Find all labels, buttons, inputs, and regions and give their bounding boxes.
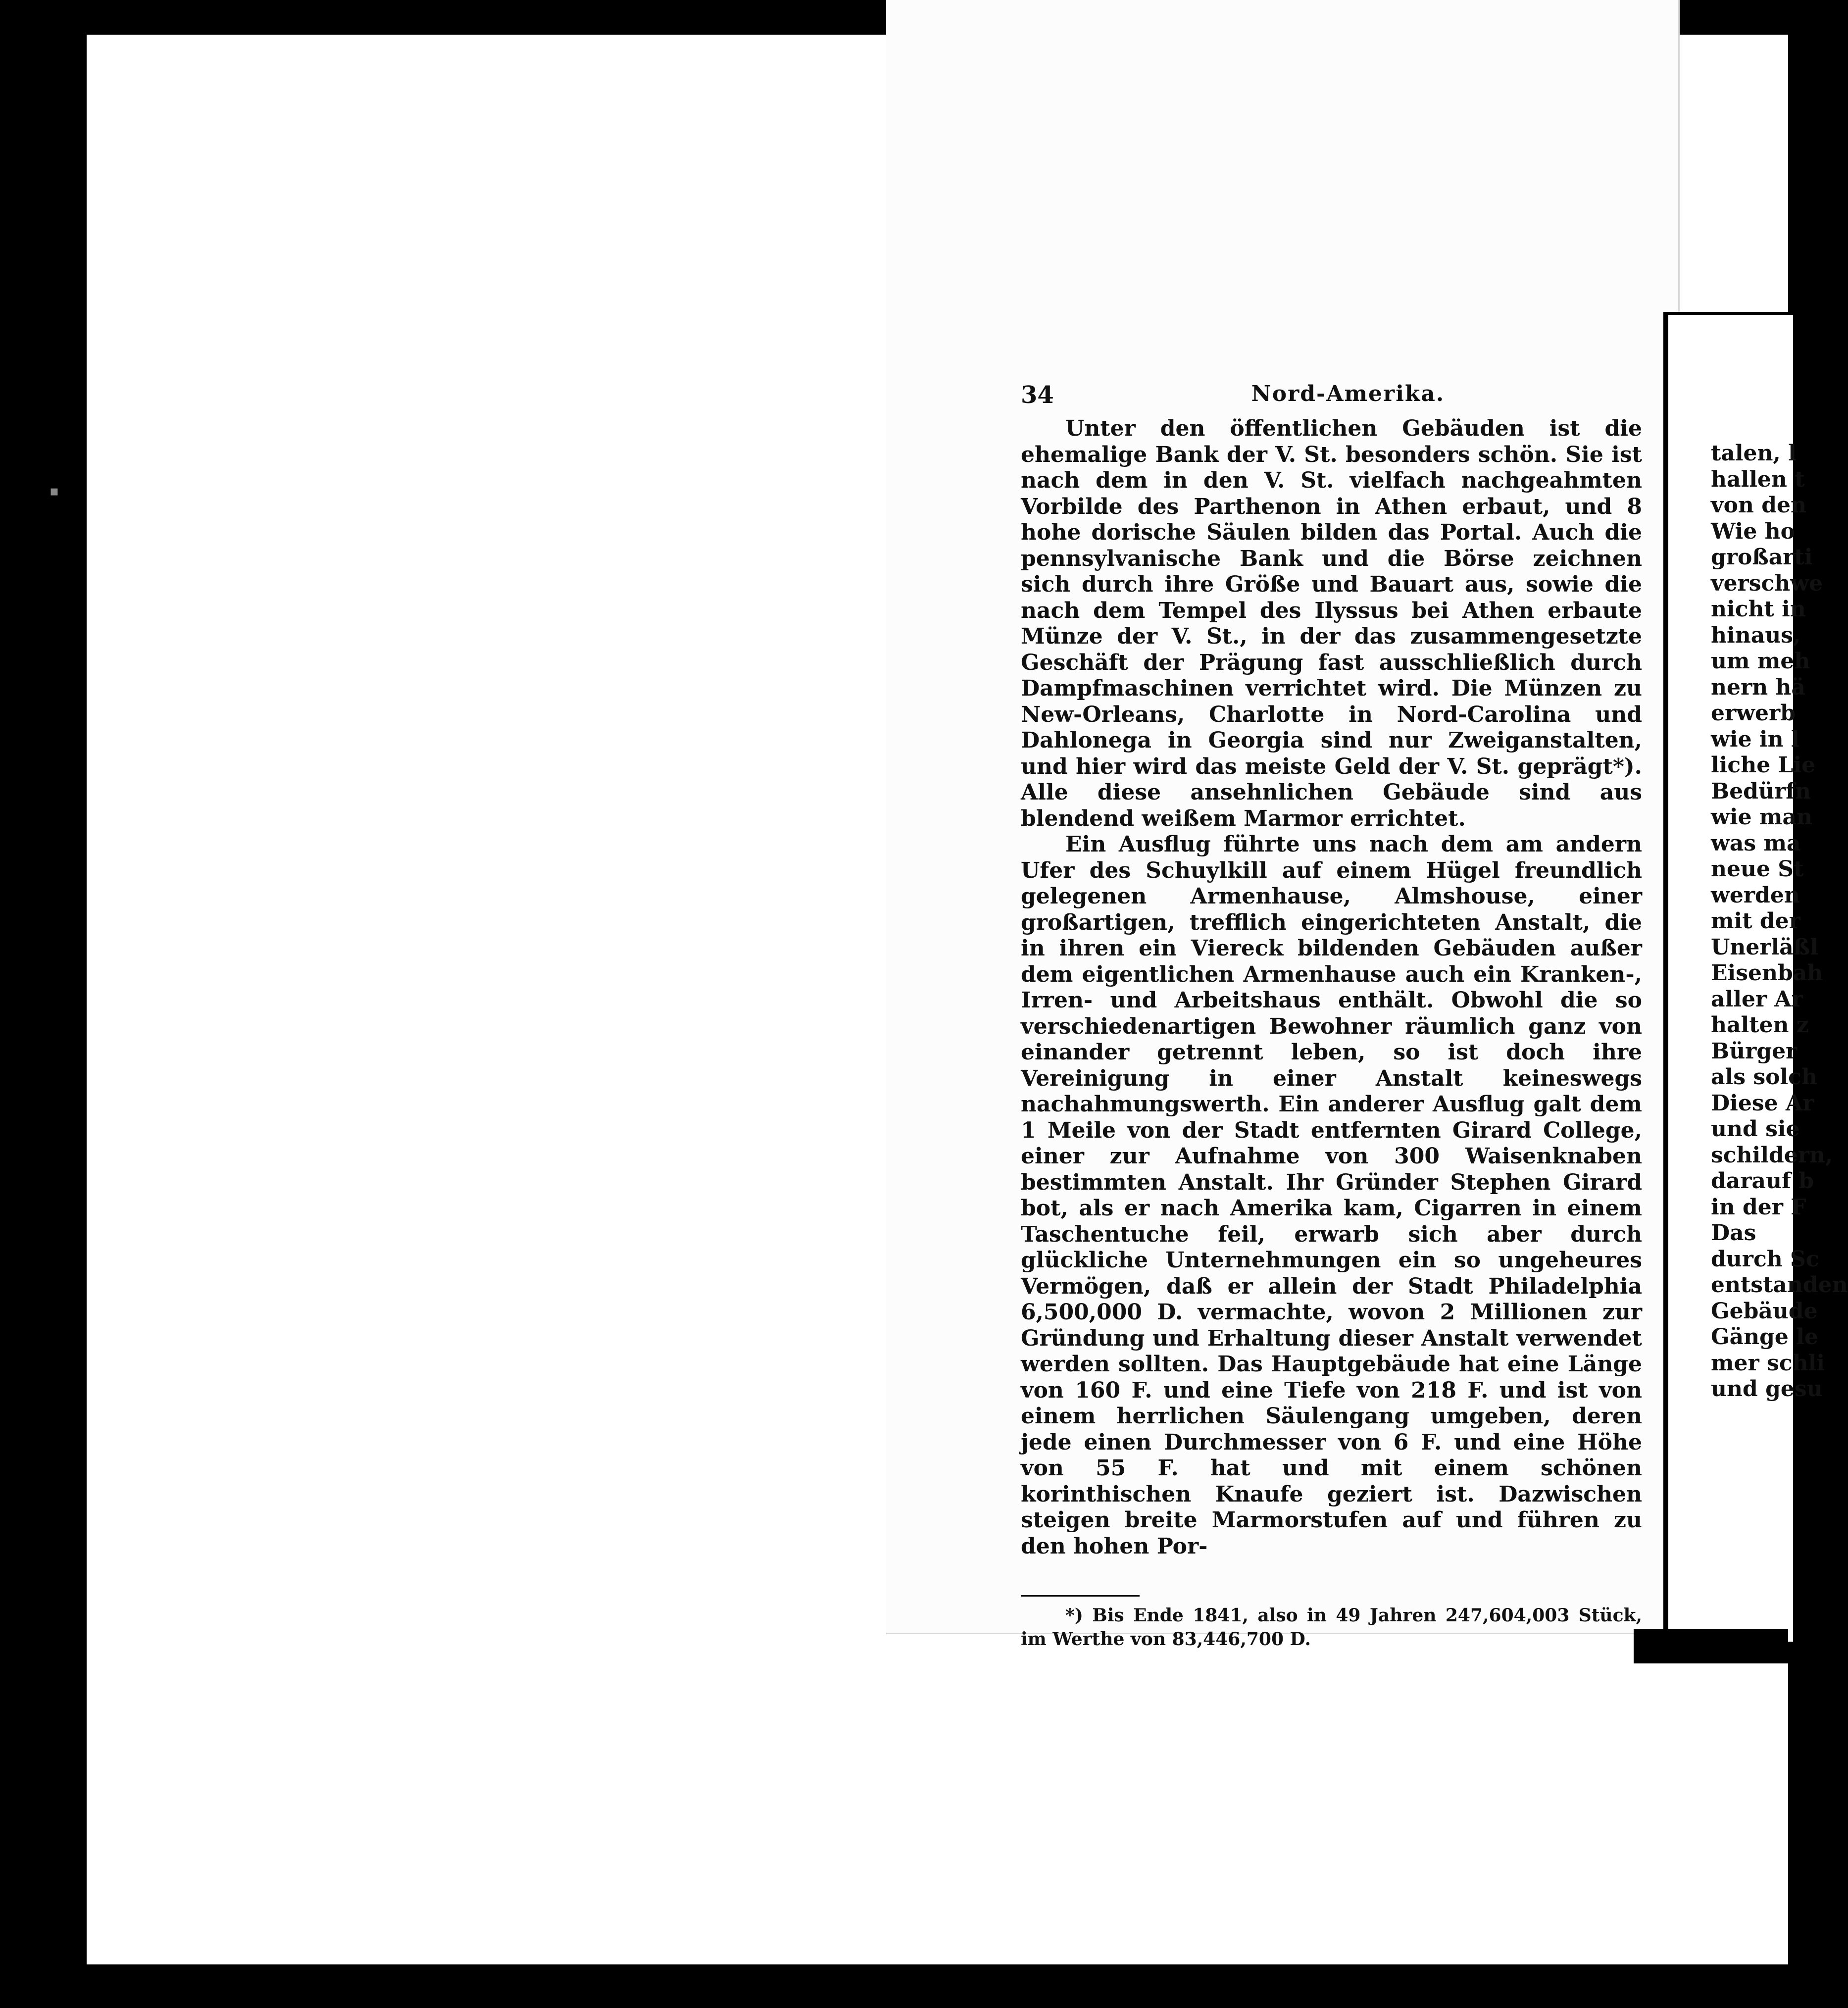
right-page-line: Bedürfn — [1711, 778, 1811, 804]
right-page-text — [1711, 441, 1848, 1403]
right-page-line: Bürger — [1711, 1038, 1798, 1064]
right-page-line: nicht in — [1711, 597, 1806, 622]
paragraph: Unter den öffentlichen Gebäuden ist die ehemalige Bank der V. St. besonders schön. Sie ist nach dem in den V. St. vielfach nachgeahmten Vorbilde des Parthenon in Athen erbaut, und 8 hohe dorische Säulen bilden das Portal. Auch die pennsylvanische Bank und die Börse zeichnen sich durch ihre Größe und Bauart aus, sowie die nach dem Tempel des Ilyssus bei Athen erbaute Münze der V. St., in der das zusammengesetzte Geschäft der Prägung fast ausschließlich durch Dampfmaschinen verrichtet wird. Die Münzen zu New-Orleans, Charlotte in Nord-Carolina und Dahlonega in Georgia sind nur Zweiganstalten, und hier wird das meiste Geld der V. St. geprägt*). Alle diese ansehnlichen Gebäude sind aus blendend weißem Marmor errichtet. — [1021, 416, 1642, 831]
right-page-line: durch Sc — [1711, 1246, 1819, 1272]
right-page-shadow — [1634, 1629, 1788, 1663]
right-page-line: nern hä — [1711, 674, 1805, 700]
right-page-line: erwerb — [1711, 701, 1796, 726]
right-page-line: aller Ar — [1711, 986, 1803, 1012]
footnote: *) Bis Ende 1841, also in 49 Jahren 247,604,003 Stück, im Werthe von 83,446,700 D. — [1021, 1605, 1642, 1650]
right-page-line: talen, l — [1711, 441, 1797, 466]
right-page-line: und gesu — [1711, 1376, 1823, 1402]
right-page-line: liche Lie — [1711, 753, 1816, 778]
right-page-line: Gänge le — [1711, 1324, 1818, 1350]
right-page-line: mit der — [1711, 908, 1800, 934]
right-page-line: hinaus, — [1711, 622, 1801, 648]
right-page-line: werden — [1711, 882, 1800, 908]
right-page-line: entstanden — [1711, 1272, 1848, 1298]
running-head — [1021, 381, 1642, 411]
right-page-line: als solch — [1711, 1064, 1817, 1090]
scan-speck: ▪ — [50, 483, 59, 499]
footnote-rule — [1021, 1595, 1140, 1597]
right-page-line: Eisenbah — [1711, 960, 1823, 986]
paragraph: Ein Ausflug führte uns nach dem am andern Ufer des Schuylkill auf einem Hügel freundlich gelegenen Armenhause, Almshouse, einer großartigen, trefflich eingerichteten Anstalt, die in ihren ein Viereck bildenden Gebäuden außer dem eigentlichen Armenhause auch ein Kranken-, Irren- und Arbeitshaus enthält. Obwohl die so verschiedenartigen Bewohner räumlich ganz von einander getrennt leben, so ist doch ihre Vereinigung in einer Anstalt keineswegs nachahmungswerth. Ein anderer Ausflug galt dem 1 Meile von der Stadt entfernten Girard College, einer zur Aufnahme von 300 Waisenknaben bestimmten Anstalt. Ihr Gründer Stephen Girard bot, als er nach Amerika kam, Cigarren in einem Taschentuche feil, erwarb sich aber durch glückliche Unternehmungen ein so ungeheures Vermögen, daß er allein der Stadt Philadelphia 6,500,000 D. vermachte, wovon 2 Millionen zur Gründung und Erhaltung dieser Anstalt verwendet werden sollten. Das Hauptgebäude hat eine Länge von 160 F. und eine Tiefe von 218 F. und ist von einem herrlichen Säulengang umgeben, deren jede einen Durchmesser von 6 F. und eine Höhe von 55 F. hat und mit einem schönen korinthischen Knaufe geziert ist. Dazwischen steigen breite Marmorstufen auf und führen zu den hohen Por- — [1021, 832, 1642, 1559]
right-page-line: Das — [1711, 1220, 1756, 1246]
right-page-line: wie in l — [1711, 726, 1799, 752]
running-title: Nord-Amerika. — [1251, 381, 1445, 406]
right-page-line: hallen t — [1711, 466, 1805, 492]
right-page-line: was ma — [1711, 830, 1801, 856]
right-page-line: und sie — [1711, 1116, 1800, 1142]
body-text — [1021, 416, 1642, 1559]
right-page-line: großarti — [1711, 545, 1813, 570]
right-page-line: Gebäude — [1711, 1298, 1818, 1324]
right-page-line: halten z — [1711, 1012, 1809, 1038]
right-page-line: Diese Ar — [1711, 1090, 1814, 1116]
right-page-line: mer schli — [1711, 1350, 1825, 1376]
page-text — [1021, 381, 1642, 1651]
right-page-line: neue St — [1711, 856, 1804, 882]
right-page-line: wie man — [1711, 804, 1812, 830]
right-page-line: um meh — [1711, 649, 1810, 674]
page-number: 34 — [1021, 381, 1054, 409]
right-page-line: schildern, — [1711, 1142, 1833, 1168]
right-page-line: verschwe — [1711, 570, 1823, 596]
right-page-line: Unerläßl — [1711, 934, 1818, 960]
right-page-line: von den — [1711, 493, 1806, 518]
right-page-line: Wie ho — [1711, 518, 1796, 544]
right-page-line: in der F — [1711, 1194, 1806, 1220]
right-page-line: darauf b — [1711, 1168, 1814, 1194]
